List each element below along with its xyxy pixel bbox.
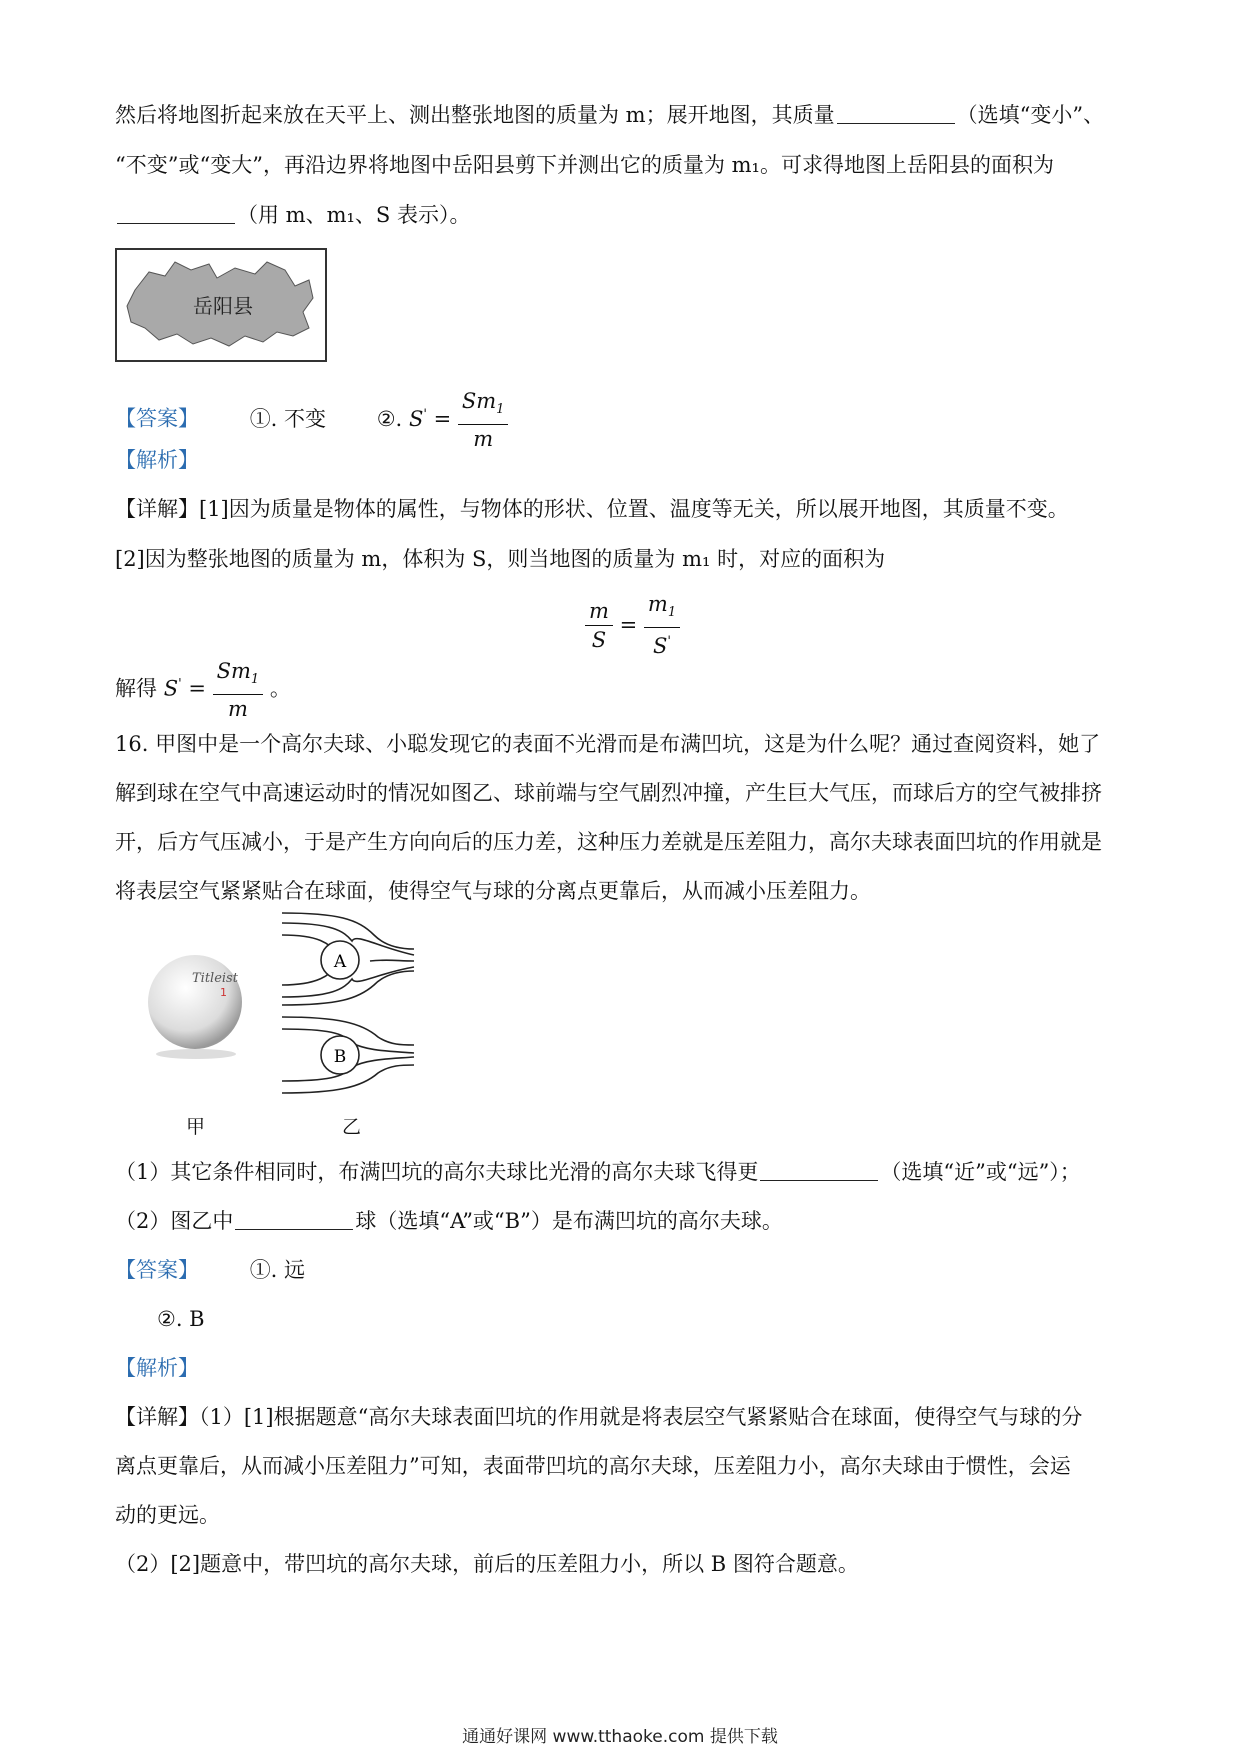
q15-line-3 xyxy=(115,200,470,230)
q16-answer-tag: 【答案】 xyxy=(115,1258,199,1282)
airflow-diagram xyxy=(278,905,418,1095)
q16-answer xyxy=(115,1255,305,1285)
q16-para-2: 解到球在空气中高速运动时的情况如图乙、球前端与空气剧烈冲撞，产生巨大气压，而球后方的空气被排挤 xyxy=(115,781,1102,805)
page-footer: 通通好课网 www.tthaoke.com 提供下载 xyxy=(462,1727,778,1747)
solve-prefix: 解得 xyxy=(115,676,157,701)
solve-suffix: 。 xyxy=(269,676,291,701)
q16-detail-1: 【详解】（1）[1]根据题意“高尔夫球表面凹坑的作用就是将表层空气紧紧贴合在球面，使得空气与球的分 xyxy=(115,1405,1083,1429)
svg-text:Titleist: Titleist xyxy=(192,971,238,986)
q15-analysis-tag: 【解析】 xyxy=(115,448,199,472)
q16-subq-1a: （1）其它条件相同时，布满凹坑的高尔夫球比光滑的高尔夫球飞得更 xyxy=(115,1160,759,1184)
answer-2-prefix: ②. xyxy=(376,406,403,431)
answer-tag: 【答案】 xyxy=(115,406,199,431)
q15-solve: 解得 S' = $\frac{Sm_1}{m}$ 。 xyxy=(115,659,291,722)
q15-detail-1: 【详解】[1]因为质量是物体的属性，与物体的形状、位置、温度等无关，所以展开地图，其质量不变。 xyxy=(115,497,1069,521)
figure-caption-yi: 乙 xyxy=(342,1116,362,1138)
q15-text-3: （用 m、m₁、S 表示）。 xyxy=(237,203,471,227)
q15-detail-2: [2]因为整张地图的质量为 m，体积为 S，则当地图的质量为 m₁ 时，对应的面积为 xyxy=(115,547,886,571)
q15-line-1 xyxy=(115,100,1104,130)
proportion-equation: $\frac{m}{S}$ = $\frac{m_1}{S'}$ xyxy=(585,590,680,660)
q16-analysis-tag: 【解析】 xyxy=(115,1356,199,1380)
golf-ball-image xyxy=(140,950,250,1060)
q16-detail-3: 动的更远。 xyxy=(115,1503,220,1527)
q16-subq-1b: （选填“近”或“远”）； xyxy=(880,1160,1081,1184)
q16-answer-1: ①. 远 xyxy=(249,1258,306,1282)
q16-subq-1 xyxy=(115,1157,1081,1187)
map-figure xyxy=(115,248,327,362)
blank-area[interactable] xyxy=(117,201,235,224)
q16-answer-2: ②. B xyxy=(157,1307,205,1331)
q15-text-1b: （选填“变小”、 xyxy=(956,103,1105,127)
answer-2-formula: S' = $\frac{Sm_1}{m}$ xyxy=(409,407,509,431)
blank-mass[interactable] xyxy=(837,101,955,124)
q16-detail-2: 离点更靠后，从而减小压差阻力”可知，表面带凹坑的高尔夫球，压差阻力小，高尔夫球由于惯性，会运 xyxy=(115,1454,1071,1478)
q15-text-1a: 然后将地图折起来放在天平上、测出整张地图的质量为 m；展开地图，其质量 xyxy=(115,103,835,127)
map-label: 岳阳县 xyxy=(193,294,253,318)
ball-a-label: A xyxy=(333,952,347,972)
blank-distance[interactable] xyxy=(760,1158,878,1181)
ball-b-label: B xyxy=(333,1047,347,1067)
answer-1: ①. 不变 xyxy=(249,406,327,431)
q16-para-3: 开，后方气压减小，于是产生方向向后的压力差，这种压力差就是压差阻力，高尔夫球表面凹坑的作用就是 xyxy=(115,830,1102,854)
q16-para-1: 16. 甲图中是一个高尔夫球、小聪发现它的表面不光滑而是布满凹坑，这是为什么呢？通过查阅资料，她了 xyxy=(115,732,1101,756)
q15-answer xyxy=(115,387,508,453)
q15-line-2: “不变”或“变大”，再沿边界将地图中岳阳县剪下并测出它的质量为 m₁。可求得地图上岳阳县的面积为 xyxy=(115,153,1054,177)
q16-detail-4: （2）[2]题意中，带凹坑的高尔夫球，前后的压差阻力小，所以 B 图符合题意。 xyxy=(115,1552,859,1576)
q16-subq-2a: （2）图乙中 xyxy=(115,1209,234,1233)
q16-para-4: 将表层空气紧紧贴合在球面，使得空气与球的分离点更靠后，从而减小压差阻力。 xyxy=(115,879,871,903)
figure-caption-jia: 甲 xyxy=(186,1116,206,1138)
svg-text:1: 1 xyxy=(220,986,227,999)
q16-subq-2b: 球（选填“A”或“B”）是布满凹坑的高尔夫球。 xyxy=(355,1209,783,1233)
blank-ball[interactable] xyxy=(235,1207,353,1230)
q16-subq-2 xyxy=(115,1206,783,1236)
